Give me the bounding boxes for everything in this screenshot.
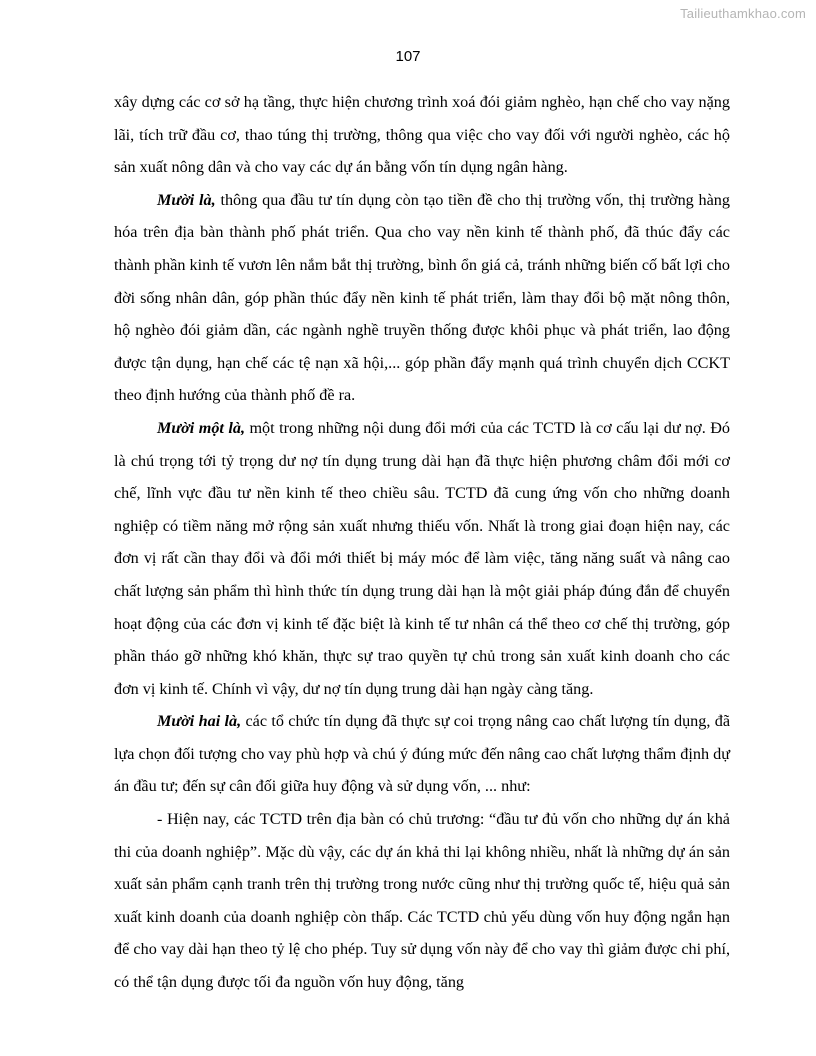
paragraph-4-lead: Mười hai là, bbox=[157, 712, 242, 731]
paragraph-3-lead: Mười một là, bbox=[157, 418, 245, 437]
paragraph-4-text: các tổ chức tín dụng đã thực sự coi trọng nâng cao chất lượng tín dụng, đã lựa chọn đối tượng cho vay phù hợp và chú ý đúng mức đến nâng cao chất lượng thẩm định dự án đầu tư; đến sự cân đối giữa huy động và sử dụng vốn, ... như: bbox=[114, 712, 730, 796]
paragraph-3-text: một trong những nội dung đổi mới của các TCTD là cơ cấu lại dư nợ. Đó là chú trọng tới tỷ trọng dư nợ tín dụng trung dài hạn đã thực hiện phương châm đổi mới cơ chế, lĩnh vực đầu tư nền kinh tế theo chiều sâu. TCTD đã cung ứng vốn cho những doanh nghiệp có tiềm năng mở rộng sản xuất nhưng thiếu vốn. Nhất là trong giai đoạn hiện nay, các đơn vị rất cần thay đổi và đổi mới thiết bị máy móc để làm việc, tăng năng suất và nâng cao chất lượng sản phẩm thì hình thức tín dụng trung dài hạn là một giải pháp đúng đắn để chuyển hoạt động của các đơn vị kinh tế đặc biệt là kinh tế tư nhân cá thể theo cơ chế thị trường, góp phần tháo gỡ những khó khăn, thực sự trao quyền tự chủ trong sản xuất kinh doanh cho các đơn vị kinh tế. Chính vì vậy, dư nợ tín dụng trung dài hạn ngày càng tăng. bbox=[114, 418, 730, 698]
paragraph-5 bbox=[114, 803, 730, 999]
watermark: Tailieuthamkhao.com bbox=[680, 6, 806, 21]
paragraph-4 bbox=[114, 705, 730, 803]
paragraph-2-lead: Mười là, bbox=[157, 190, 216, 209]
page-number: 107 bbox=[395, 48, 421, 65]
paragraph-2-text: thông qua đầu tư tín dụng còn tạo tiền đề cho thị trường vốn, thị trường hàng hóa trên địa bàn thành phố phát triển. Qua cho vay nền kinh tế thành phố, đã thúc đẩy các thành phần kinh tế vươn lên nắm bắt thị trường, bình ổn giá cả, tránh những biến cố bất lợi cho đời sống nhân dân, góp phần thúc đẩy nền kinh tế phát triển, làm thay đổi bộ mặt nông thôn, hộ nghèo đói giảm dần, các ngành nghề truyền thống được khôi phục và phát triển, lao động được tận dụng, hạn chế các tệ nạn xã hội,... góp phần đẩy mạnh quá trình chuyển dịch CCKT theo định hướng của thành phố đề ra. bbox=[114, 190, 730, 405]
paragraph-1-text: xây dựng các cơ sở hạ tầng, thực hiện chương trình xoá đói giảm nghèo, hạn chế cho vay nặng lãi, tích trữ đầu cơ, thao túng thị trường, thông qua việc cho vay đối với người nghèo, các hộ sản xuất nông dân và cho vay các dự án bằng vốn tín dụng ngân hàng. bbox=[114, 93, 730, 177]
paragraph-2 bbox=[114, 184, 730, 412]
paragraph-1 bbox=[114, 86, 730, 184]
document-body bbox=[114, 86, 730, 999]
paragraph-3 bbox=[114, 412, 730, 705]
paragraph-5-text: - Hiện nay, các TCTD trên địa bàn có chủ trương: “đầu tư đủ vốn cho những dự án khả thi của doanh nghiệp”. Mặc dù vậy, các dự án khả thi lại không nhiều, nhất là những dự án sản xuất sản phẩm cạnh tranh trên thị trường trong nước cũng như thị trường quốc tế, hiệu quả sản xuất kinh doanh của doanh nghiệp còn thấp. Các TCTD chủ yếu dùng vốn huy động ngắn hạn để cho vay dài hạn theo tỷ lệ cho phép. Tuy sử dụng vốn này để cho vay thì giảm được chi phí, có thể tận dụng được tối đa nguồn vốn huy động, tăng bbox=[114, 810, 730, 992]
